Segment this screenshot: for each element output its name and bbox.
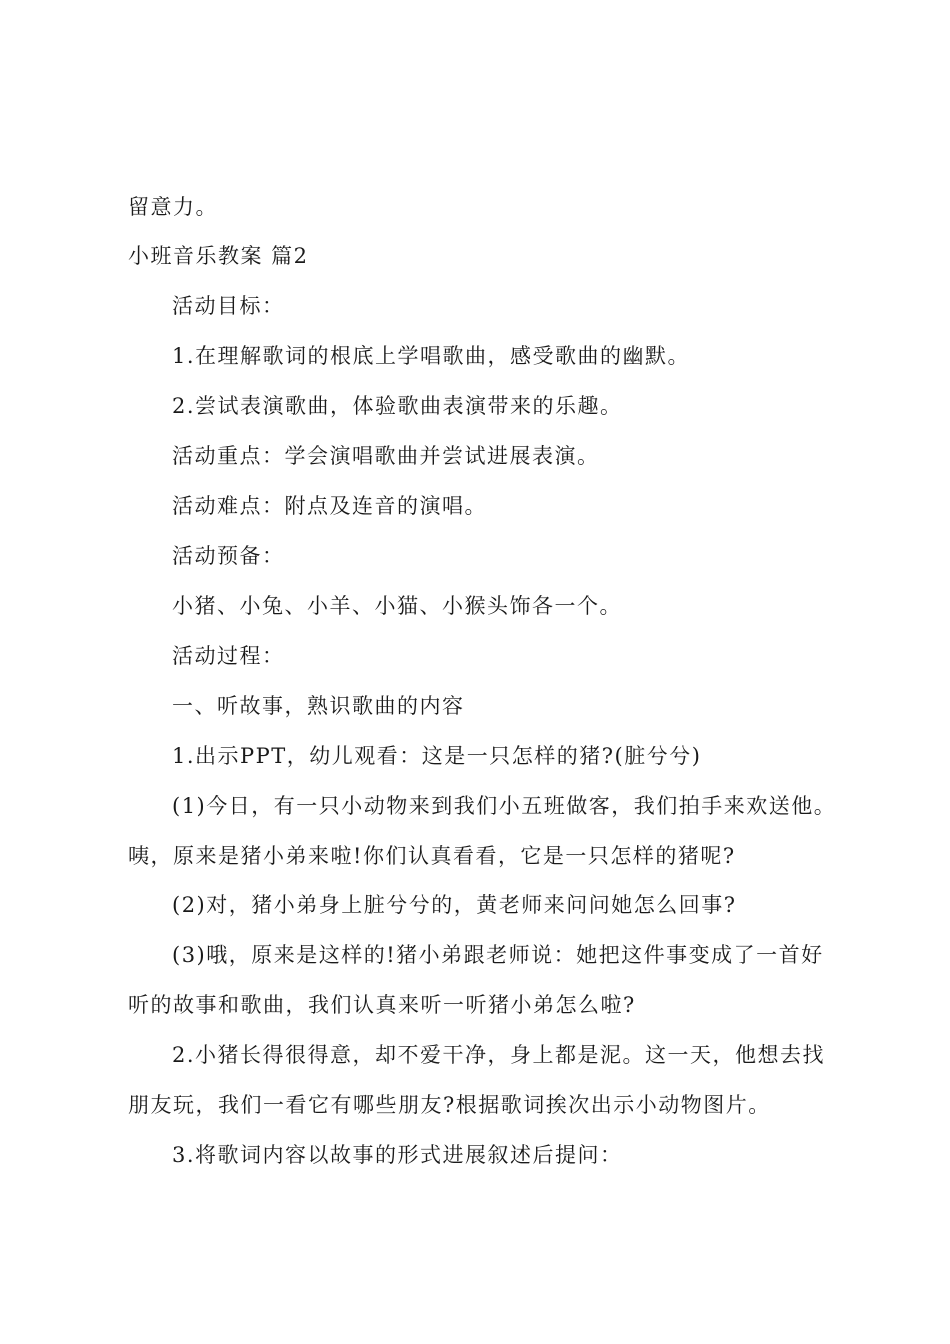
text-line: (2)对，猪小弟身上脏兮兮的，黄老师来问问她怎么回事? — [172, 893, 737, 917]
text-line: 2.尝试表演歌曲，体验歌曲表演带来的乐趣。 — [172, 394, 623, 418]
text-line: 活动难点：附点及连音的演唱。 — [172, 494, 487, 518]
text-line: 3.将歌词内容以故事的形式进展叙述后提问： — [172, 1143, 623, 1167]
text-line: (3)哦，原来是这样的!猪小弟跟老师说：她把这件事变成了一首好 — [172, 943, 824, 967]
text-line: 小猪、小兔、小羊、小猫、小猴头饰各一个。 — [172, 594, 622, 618]
text-line: 1.出示PPT，幼儿观看：这是一只怎样的猪?(脏兮兮) — [172, 744, 702, 768]
text-line: 一、听故事，熟识歌曲的内容 — [172, 694, 465, 718]
section-heading: 小班音乐教案 篇2 — [128, 244, 309, 268]
text-line: 活动目标： — [172, 294, 285, 318]
text-line: 咦，原来是猪小弟来啦!你们认真看看，它是一只怎样的猪呢? — [128, 844, 736, 868]
text-line: 活动过程： — [172, 644, 285, 668]
text-line: 活动预备： — [172, 544, 285, 568]
text-line: 留意力。 — [128, 195, 218, 219]
text-line: (1)今日，有一只小动物来到我们小五班做客，我们拍手来欢送他。 — [172, 794, 837, 818]
text-line: 朋友玩，我们一看它有哪些朋友?根据歌词挨次出示小动物图片。 — [128, 1093, 771, 1117]
text-line: 1.在理解歌词的根底上学唱歌曲，感受歌曲的幽默。 — [172, 344, 691, 368]
text-line: 听的故事和歌曲，我们认真来听一听猪小弟怎么啦? — [128, 993, 636, 1017]
text-line: 活动重点：学会演唱歌曲并尝试进展表演。 — [172, 444, 600, 468]
text-line: 2.小猪长得很得意，却不爱干净，身上都是泥。这一天，他想去找 — [172, 1043, 826, 1067]
